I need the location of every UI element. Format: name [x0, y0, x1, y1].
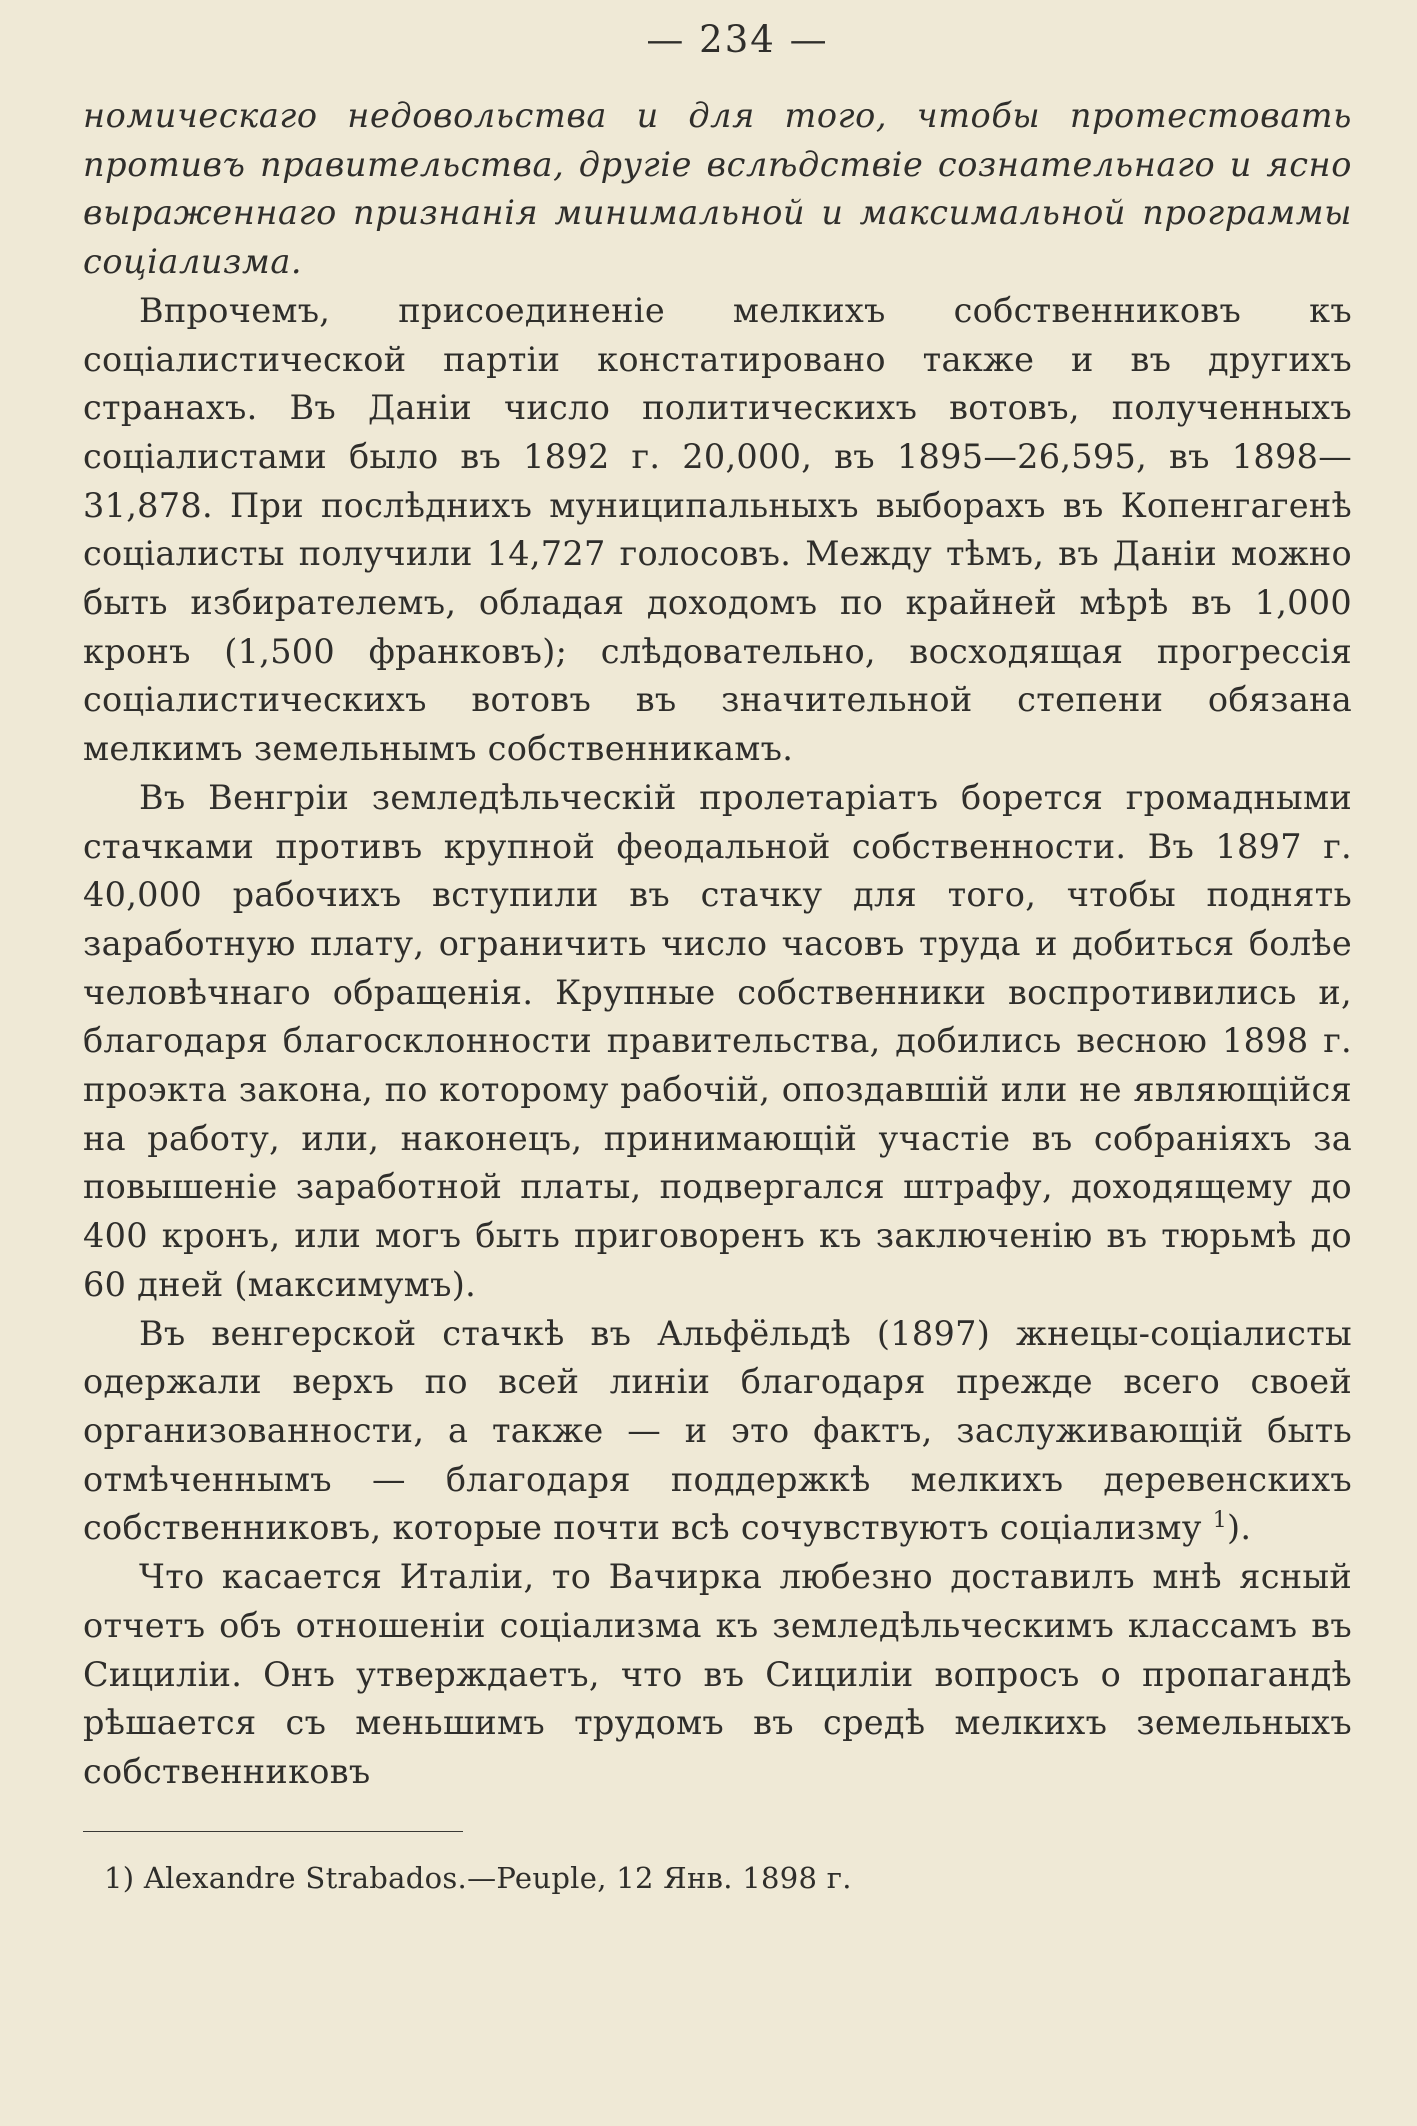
paragraph-denmark: Впрочемъ, присоединеніе мелкихъ собственниковъ къ соціалистической партіи констатировано также и въ другихъ странахъ. Въ Даніи число политическихъ вотовъ, полученныхъ соціалистами было въ 1892 г. 20,000, въ 1895—26,595, въ 1898—31,878. При послѣднихъ муниципальныхъ выборахъ въ Копенгагенѣ соціалисты получили 14,727 голосовъ. Между тѣмъ, въ Даніи можно быть избирателемъ, обладая доходомъ по крайней мѣрѣ въ 1,000 кронъ (1,500 франковъ); слѣдовательно, восходящая прогрессія соціалистическихъ вотовъ въ значительной степени обязана мелкимъ земельнымъ собственникамъ.: [83, 290, 1352, 769]
paragraph-hungary: Въ Венгріи земледѣльческій пролетаріатъ борется громадными стачками противъ крупной феодальной собственности. Въ 1897 г. 40,000 рабочихъ вступили въ стачку для того, чтобы поднять заработную плату, ограничить число часовъ труда и добиться болѣе человѣчнаго обращенія. Крупные собственники воспротивились и, благодаря благосклонности правительства, добились весною 1898 г. проэкта закона, по которому рабочій, опоздавшій или не являющійся на работу, или, наконецъ, принимающій участіе въ собраніяхъ за повышеніе заработной платы, подвергался штрафу, доходящему до 400 кронъ, или могъ быть приговоренъ къ заключенію въ тюрьмѣ до 60 дней (максимумъ).: [83, 777, 1352, 1304]
footnote-reference-suffix: ).: [1227, 1508, 1252, 1548]
paragraph-continuation: номическаго недовольства и для того, чтобы протестовать противъ правительства, другіе вслѣдствіе сознательнаго и ясно выраженнаго признанія минимальной и максимальной программы соціализма.: [83, 96, 1352, 282]
page-number: — 234 —: [646, 18, 829, 61]
paragraph-italy: Что касается Италіи, то Вачирка любезно доставилъ мнѣ ясный отчетъ объ отношеніи соціализма къ земледѣльческимъ классамъ въ Сициліи. Онъ утверждаетъ, что въ Сициліи вопросъ о пропагандѣ рѣшается съ меньшимъ трудомъ въ средѣ мелкихъ земельныхъ собственниковъ: [83, 1557, 1352, 1791]
footnote-text: Alexandre Strabados.—Peuple, 12 Янв. 1898 г.: [143, 1860, 852, 1895]
footnote-reference[interactable]: 1: [1212, 1508, 1228, 1534]
footnote-divider: [83, 1831, 463, 1832]
body-text: [83, 92, 1352, 1797]
footnote-marker: 1): [104, 1860, 135, 1895]
paragraph-alfold-text: Въ венгерской стачкѣ въ Альфёльдѣ (1897) жнецы-соціалисты одержали верхъ по всей линіи благодаря прежде всего своей организованности, а также — и это фактъ, заслуживающій быть отмѣченнымъ — благодаря поддержкѣ мелкихъ деревенскихъ собственниковъ, которые почти всѣ сочувствуютъ соціализму: [83, 1313, 1352, 1548]
paragraph-alfold-strike: [83, 1310, 1352, 1554]
footnote: [83, 1858, 1352, 1898]
